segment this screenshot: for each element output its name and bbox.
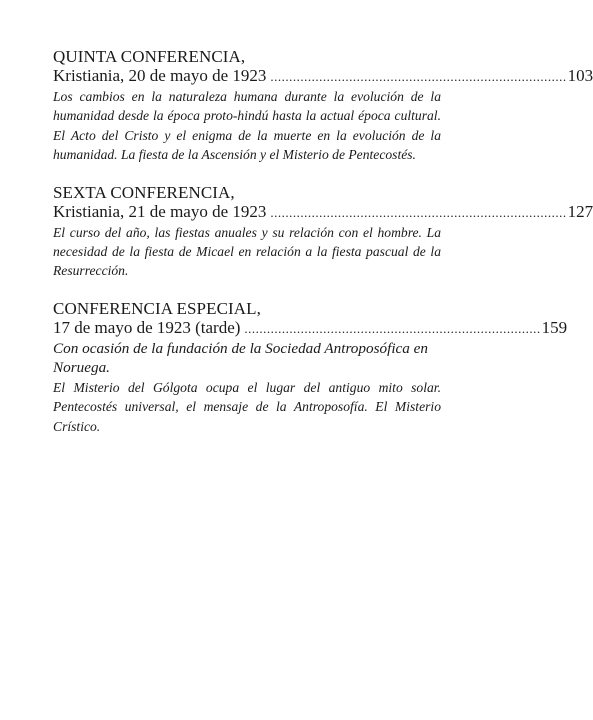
table-of-contents	[53, 47, 593, 436]
entry-heading: SEXTA CONFERENCIA,	[53, 182, 235, 202]
dot-leader: ...............................................................................	[270, 69, 567, 84]
entry-description: El curso del año, las fiestas anuales y su relación con el hombre. La necesidad de la fiesta de Micael en relación a la fiesta pascual de la Resurrección.	[53, 224, 441, 279]
entry-place-line	[53, 66, 593, 86]
entry-place-line	[53, 317, 568, 338]
entry-occasion: Con ocasión de la fundación de la Sociedad Antroposófica en Noruega.	[53, 339, 429, 376]
dot-leader: ...............................................................................	[244, 320, 541, 336]
entry-place-date: 17 de mayo de 1923 (tarde)	[53, 317, 241, 337]
entry-description: Los cambios en la naturaleza humana durante la evolución de la humanidad desde la época proto-hindú hasta la actual época cultural. El Acto del Cristo y el enigma de la muerte en la evolución de la humanidad. La fiesta de la Ascensión y el Misterio de Pentecostés.	[53, 89, 441, 163]
toc-entry-sexta	[53, 182, 593, 281]
entry-place-date: Kristiania, 21 de mayo de 1923	[53, 201, 267, 221]
toc-entry-especial	[53, 298, 568, 436]
entry-page-number: 103	[567, 66, 593, 85]
entry-heading: QUINTA CONFERENCIA,	[53, 47, 246, 66]
entry-place-date: Kristiania, 20 de mayo de 1923	[53, 66, 267, 85]
entry-heading: CONFERENCIA ESPECIAL,	[53, 298, 262, 318]
entry-place-line	[53, 201, 593, 222]
entry-description: El Misterio del Gólgota ocupa el lugar del antiguo mito solar. Pentecostés universal, el mensaje de la Antroposofía. El Misterio Crístico.	[53, 379, 441, 434]
toc-entry-quinta	[53, 47, 593, 165]
entry-page-number: 159	[541, 317, 568, 337]
entry-page-number: 127	[567, 201, 593, 221]
dot-leader: ...............................................................................	[270, 204, 567, 220]
